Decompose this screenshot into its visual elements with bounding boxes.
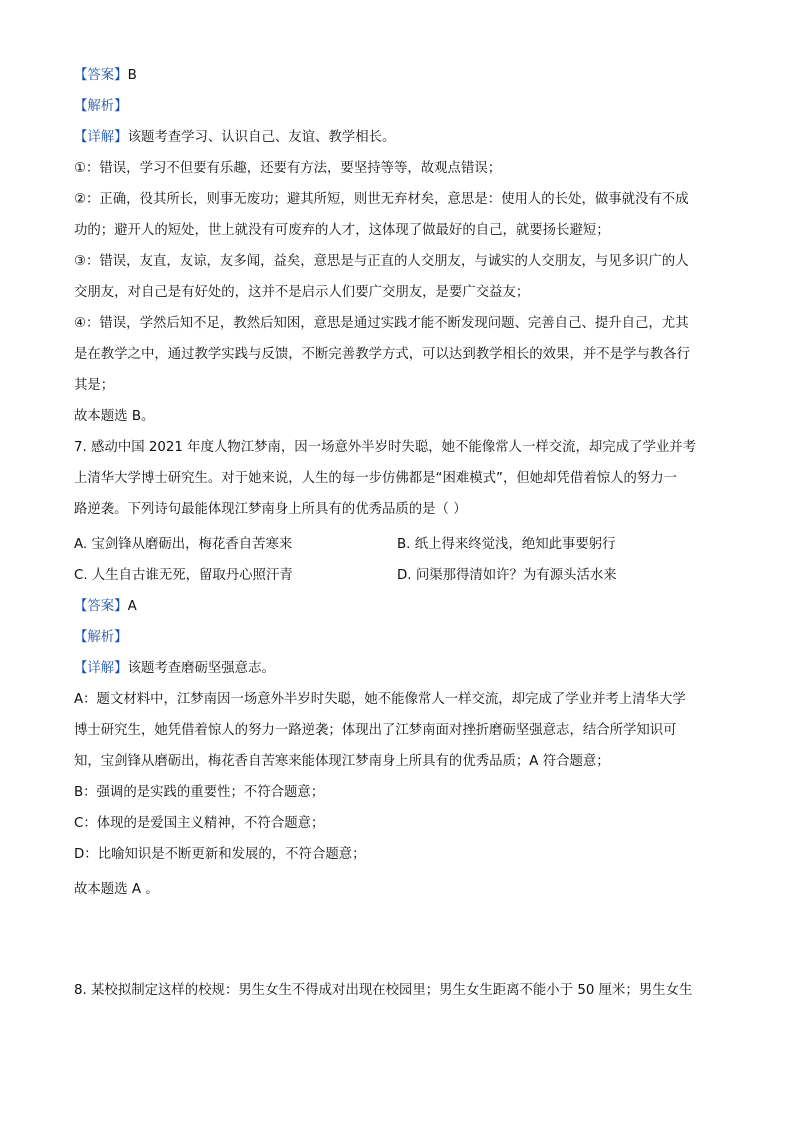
answer-value: B — [127, 68, 137, 83]
question-stem-line: 上清华大学博士研究生。对于她来说，人生的每一步仿佛都是“困难模式”，但她却凭借着惊人的努力一 — [74, 471, 678, 486]
analysis-tag: 【解析】 — [74, 630, 128, 645]
answer-line — [74, 598, 137, 616]
explanation-line: ③：错误，友直，友谅，友多闻，益矣，意思是与正直的人交朋友，与诚实的人交朋友，与见多识广的人 — [74, 254, 689, 269]
question-stem-line: 8. 某校拟制定这样的校规：男生女生不得成对出现在校园里；男生女生距离不能小于 50 厘米；男生女生 — [74, 983, 693, 998]
detail-tag: 【详解】 — [74, 661, 128, 676]
explanation-line: ②：正确，役其所长，则事无废功；避其所短，则世无弃材矣，意思是：使用人的长处，做事就没有不成 — [74, 192, 689, 207]
detail-text: 该题考查磨砺坚强意志。 — [127, 661, 275, 676]
question-stem-line: 7. 感动中国 2021 年度人物江梦南，因一场意外半岁时失聪，她不能像常人一样交流，却完成了学业并考 — [74, 440, 697, 455]
explanation-line: ①：错误，学习不但要有乐趣，还要有方法，要坚持等等，故观点错误； — [74, 161, 502, 176]
question-stem-line: 路逆袭。下列诗句最能体现江梦南身上所具有的优秀品质的是（ ） — [74, 502, 467, 517]
explanation-line: D：比喻知识是不断更新和发展的，不符合题意； — [74, 847, 366, 862]
answer-tag: 【答案】 — [74, 599, 128, 614]
explanation-line: 是在教学之中，通过教学实践与反馈，不断完善教学方式，可以达到教学相长的效果，并不是学与教各行 — [74, 347, 690, 362]
conclusion-line: 故本题选 B。 — [74, 409, 155, 424]
analysis-tag: 【解析】 — [74, 99, 128, 114]
explanation-line: 交朋友，对自己是有好处的，这并不是启示人们要广交朋友，是要广交益友； — [74, 285, 530, 300]
explanation-line: C：体现的是爱国主义精神，不符合题意； — [74, 816, 325, 831]
explanation-line: 其是； — [74, 378, 115, 393]
detail-text: 该题考查学习、认识自己、友谊、教学相长。 — [127, 130, 396, 145]
answer-line — [74, 67, 137, 85]
explanation-line: 知，宝剑锋从磨砺出，梅花香自苦寒来能体现江梦南身上所具有的优秀品质；A 符合题意； — [74, 754, 610, 769]
answer-tag: 【答案】 — [74, 68, 128, 83]
explanation-line: 功的；避开人的短处，世上就没有可废弃的人才，这体现了做最好的自己，就要扬长避短； — [74, 223, 610, 238]
explanation-line: B：强调的是实践的重要性；不符合题意； — [74, 785, 325, 800]
option-d: D. 问渠那得清如许？为有源头活水来 — [397, 568, 617, 583]
detail-line — [74, 129, 395, 147]
option-b: B. 纸上得来终觉浅，绝知此事要躬行 — [397, 537, 616, 552]
answer-value: A — [127, 599, 137, 614]
conclusion-line: 故本题选 A 。 — [74, 882, 159, 897]
explanation-line: A：题文材料中，江梦南因一场意外半岁时失聪，她不能像常人一样交流，却完成了学业并考上清华大学 — [74, 692, 686, 707]
option-c: C. 人生自古谁无死，留取丹心照汗青 — [74, 568, 293, 583]
option-a: A. 宝剑锋从磨砺出，梅花香自苦寒来 — [74, 537, 293, 552]
explanation-line: ④：错误，学然后知不足，教然后知困，意思是通过实践才能不断发现问题、完善自己、提升自己，尤其 — [74, 316, 689, 331]
detail-tag: 【详解】 — [74, 130, 128, 145]
detail-line — [74, 660, 275, 678]
explanation-line: 博士研究生，她凭借着惊人的努力一路逆袭；体现出了江梦南面对挫折磨砺坚强意志，结合所学知识可 — [74, 723, 677, 738]
